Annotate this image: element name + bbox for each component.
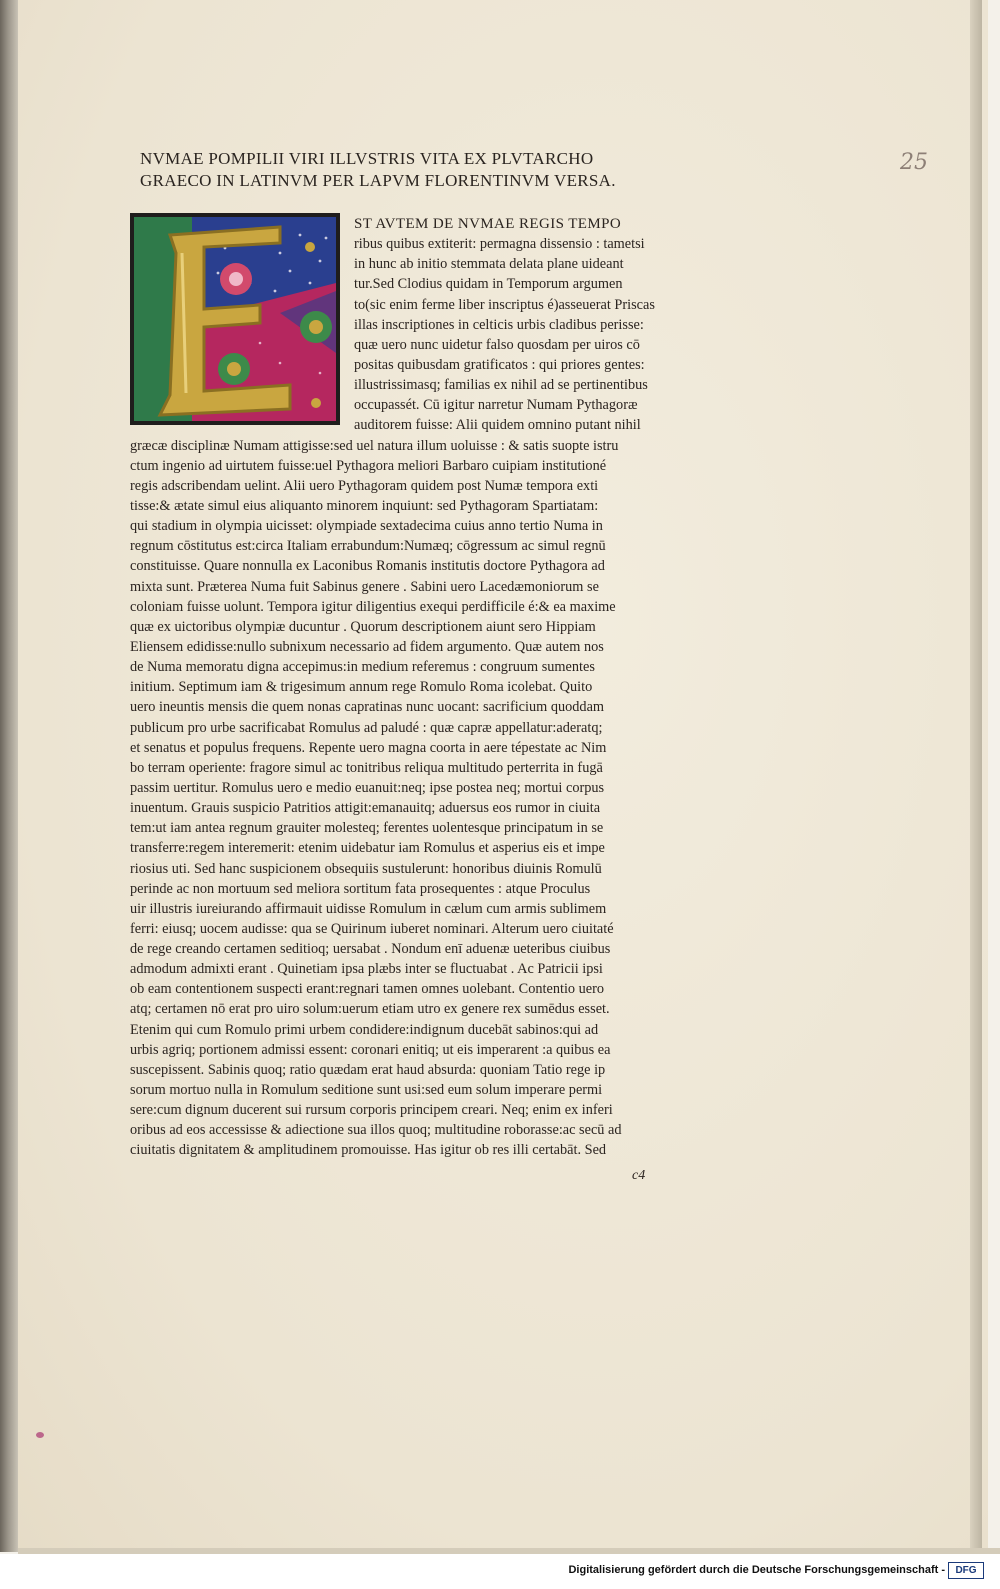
- text-line: tem:ut iam antea regnum grauiter molesteq; ferentes uolentesque principatum in se: [130, 820, 604, 837]
- text-line: ferri: eiusq; uocem audisse: qua se Quirinum iuberet nominari. Alterum uero ciuitaté: [130, 920, 614, 937]
- text-line: atq; certamen nō erat pro uiro solum:uerum etiam utro ex genere rex sumēdus esset.: [130, 1001, 610, 1018]
- text-line: ribus quibus extiterit: permagna dissensio : tametsi: [354, 236, 645, 253]
- text-line: tisse:& ætate simul eius aliquanto minorem inquiunt: sed Pythagoram Spartiatam:: [130, 497, 599, 514]
- text-line: auditorem fuisse: Alii quidem omnino putant nihil: [354, 417, 641, 434]
- text-line: uir illustris iureiurando affirmauit uidisse Romulum in cælum cum armis sublimem: [130, 900, 607, 917]
- text-line: to(sic enim ferme liber inscriptus é)asseuerat Priscas: [354, 296, 655, 313]
- text-line: ctum ingenio ad uirtutem fuisse:uel Pythagora meliori Barbaro cuipiam institutioné: [130, 457, 607, 474]
- text-line: græcæ disciplinæ Numam attigisse:sed uel natura illum uoluisse : & satis suopte istru: [130, 437, 619, 454]
- text-line: riosius uti. Sed hanc suspicionem obsequiis sustulerunt: honoribus diuinis Romulū: [130, 860, 602, 877]
- text-line: inuentum. Grauis suspicio Patritios attigit:emanauitq; aduersus eos rumor in ciuita: [130, 800, 601, 817]
- text-line: constituisse. Quare nonnulla ex Laconibus Romanis institutis doctore Pythagora ad: [130, 558, 605, 575]
- text-line: regis adscribendam uelint. Alii uero Pythagoram quidem post Numæ tempora exti: [130, 477, 599, 494]
- text-line: suscepissent. Sabinis quoq; ratio quædam erat haud absurda: quoniam Tatio rege ip: [130, 1061, 606, 1078]
- text-line: uero ineuntis mensis die quem nonas capratinas nunc uocant: sacrificium quoddam: [130, 699, 605, 716]
- text-line: publicum pro urbe sacrificabat Romulus ad paludé : quæ capræ appellatur:aderatq;: [130, 719, 603, 736]
- text-line: illustrissimasq; familias ex nihil ad se pertinentibus: [354, 377, 648, 394]
- text-line: ob eam contentionem suspecti erant:regnari tamen omnes uolebant. Contentio uero: [130, 981, 605, 998]
- text-line: quæ ex uictoribus olympiæ ducuntur . Quorum descriptionem aiunt sero Hippiam: [130, 618, 596, 635]
- text-line: sere:cum dignum ducerent sui rursum corporis principem creari. Neq; enim ex inferi: [130, 1102, 613, 1119]
- page-edge: [970, 0, 982, 1552]
- text-line: in hunc ab initio stemmata delata plane uideant: [354, 256, 624, 273]
- text-line: admodum admixti erant . Quinetiam ipsa plæbs inter se fluctuabat . Ac Patricii ipsi: [130, 961, 603, 978]
- folio-number: 25: [900, 150, 928, 175]
- text-line: passim uertitur. Romulus uero e medio euanuit:neq; ipse postea neq; mortui corpus: [130, 779, 605, 796]
- book-gutter: [0, 0, 18, 1552]
- text-line: ST AVTEM DE NVMAE REGIS TEMPO: [354, 216, 622, 232]
- chapter-title: [140, 148, 720, 192]
- text-line: tur.Sed Clodius quidam in Temporum argumen: [354, 276, 623, 293]
- text-line: oribus ad eos accessisse & adiectione sua illos quoq; multitudine roborasse:ac secū ad: [130, 1122, 622, 1139]
- ink-stain: [36, 1432, 44, 1438]
- text-line: coloniam fuisse uolunt. Tempora igitur diligentius exequi perdifficile é:& ea maxime: [130, 598, 616, 615]
- text-line: et senatus et populus frequens. Repente uero magna coorta in aere tépestate ac Nim: [130, 739, 607, 756]
- dfg-logo-icon: DFG: [948, 1562, 984, 1579]
- text-line: illas inscriptiones in celticis urbis cladibus perisse:: [354, 316, 644, 333]
- funding-credit: Digitalisierung gefördert durch die Deutsche Forschungsgemeinschaft -: [568, 1564, 945, 1576]
- body-text: [130, 214, 710, 1181]
- text-line: ciuitatis dignitatem & amplitudinem promouisse. Has igitur ob res illi certabāt. Sed: [130, 1142, 607, 1159]
- text-line: Etenim qui cum Romulo primi urbem condidere:indignum ducebāt sabinos:qui ad: [130, 1021, 599, 1038]
- text-line: de Numa memoratu digna accepimus:in medium referemus : congruum sumentes: [130, 659, 595, 676]
- text-line: mixta sunt. Præterea Numa fuit Sabinus genere . Sabini uero Lacedæmoniorum se: [130, 578, 599, 595]
- title-line: NVMAE POMPILII VIRI ILLVSTRIS VITA EX PLVTARCHO: [140, 149, 594, 168]
- title-line: GRAECO IN LATINVM PER LAPVM FLORENTINVM VERSA.: [140, 171, 616, 190]
- text-line: Eliensem edidisse:nullo subnixum necessario ad fidem argumento. Quæ autem nos: [130, 638, 604, 655]
- text-line: sorum mortuo nulla in Romulum seditione sunt usi:sed eum solum imperare permi: [130, 1082, 603, 1099]
- text-line: occupassét. Cū igitur narretur Numam Pythagoræ: [354, 397, 638, 414]
- text-line: bo terram operiente: fragore simul ac tonitribus reliqua multitudo perterrita in fugā: [130, 759, 603, 776]
- text-line: quæ uero nunc uidetur falso quosdam per uiros cō: [354, 336, 640, 353]
- text-line: positas quibusdam gratificatos : qui priores gentes:: [354, 356, 645, 373]
- text-line: transferre:regem interemerit: etenim uidebatur iam Romulus et asperius eis et impe: [130, 840, 605, 857]
- text-line: [130, 1161, 710, 1181]
- text-line: urbis agriq; portionem admissi essent: coronari enitiq; ut eis imperarent :a quibus ea: [130, 1041, 611, 1058]
- text-line: perinde ac non mortuum sed meliora sortitum fata prosequentes : atque Proculus: [130, 880, 591, 897]
- text-line: initium. Septimum iam & trigesimum annum rege Romulo Roma icolebat. Quito: [130, 679, 593, 696]
- footer-bar: [0, 1554, 1000, 1589]
- text-line: qui stadium in olympia uicisset: olympiade sextadecima cuius anno tertio Numa in: [130, 518, 603, 535]
- text-line: regnum cōstitutus est:circa Italiam errabundum:Numæq; cōgressum ac simul regnū: [130, 538, 606, 555]
- text-line: de rege creando certamen seditioq; uersabat . Nondum enī aduenæ ueteribus ciuibus: [130, 941, 611, 958]
- signature-mark: c4: [632, 1168, 646, 1183]
